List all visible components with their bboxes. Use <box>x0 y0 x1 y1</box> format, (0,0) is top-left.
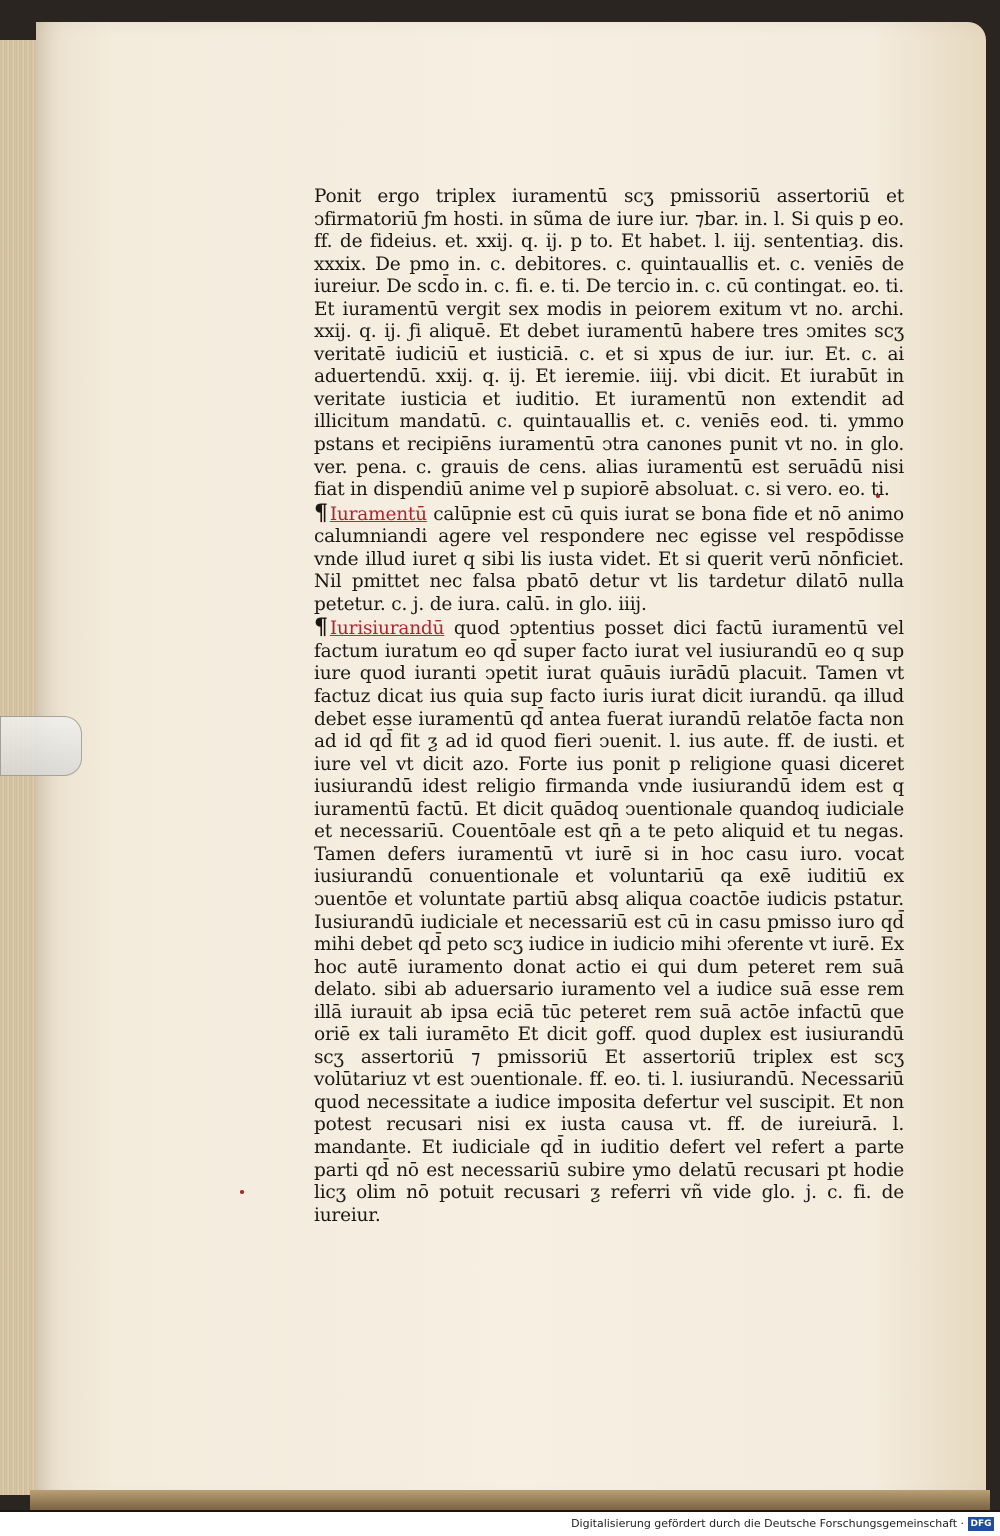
footer-bar <box>0 1512 1000 1536</box>
paragraph-3 <box>314 616 904 1227</box>
paragraph-mark-icon: ¶ <box>314 499 328 526</box>
book-bottom-edge <box>30 1490 990 1510</box>
dfg-logo: DFG <box>968 1517 994 1531</box>
paragraph-text: calūpnie est cū quis iurat se bona fide et nō animo calumniandi agere vel respondere nec egisse vel respōdisse vnde illud iuret q sibi lis iusta videt. Et si querit verū nōnficiet. Nil pmittet nec falsa pbatō detur vt lis tardetur dilatō nulla petetur. c. j. de iura. calū. in glo. iiij. <box>314 503 904 615</box>
rubric-heading: Iuramentū <box>329 503 427 525</box>
paragraph-mark-icon: ¶ <box>314 614 328 641</box>
text-column <box>314 186 904 1227</box>
bookmark-tab <box>0 716 82 776</box>
rubric-mark <box>240 1190 244 1194</box>
rubric-heading: Iurisiurandū <box>329 618 445 640</box>
paragraph-1 <box>314 186 904 502</box>
paragraph-text: Ponit ergo triplex iuramentū scʒ pmissoriū assertoriū et ↄfirmatoriū ƒm hosti. in sũma de iure iur. ⁊bar. in. l. Si quis p eo. ff. de fideius. et. xxij. q. ij. p to. Et habet. l. iij. sententiaȝ. dis. xxxix. De pmo in. c. debitores. c. quintauallis et. c. veniēs de iureiur. De scd̄o in. c. fi. e. ti. De tercio in. c. cū contingat. eo. ti. Et iuramentū vergit sex modis in peiorem exitum vt no. archi. xxij. q. ij. ƒi aliquē. Et debet iuramentū habere tres ↄmites scʒ veritatē iudiciū et iusticiā. c. et si xpus de iur. iur. Et. c. ai aduertendū. xxij. q. ij. Et ieremie. iiij. vbi dicit. Et iurabūt in veritate iusticia et iuditio. Et iuramentū non extendit ad illicitum mandatū. c. quintauallis et. c. veniēs eod. ti. ymmo pstans et recipiēns iuramentū ↄtra canones punit vt no. in glo. ver. pena. c. grauis de cens. alias iuramentū est seruādū nisi fiat in dispendiū anime vel p supiorē absoluat. c. si vero. eo. ti. <box>314 186 904 501</box>
paragraph-2 <box>314 499 904 617</box>
paragraph-text: quod ↄptentius posset dici factū iuramentū vel factum iuratum eo qd̄ super facto iurat vel iusiurandū eo q sup iure quod iuranti ↄpetit iurat quāuis iurādū placuit. Tamen vt factuz dicat ius quia sup facto iuris iurat dicit iurandū. qa illud debet esse iuramentū qd̄ antea fuerat iurandū relatōe facta non ad id qd̄ fit ƺ ad id quod fieri ↄuenit. l. ius aute. ff. de iusti. et iure vel vt dicit azo. Forte ius ponit p religione quasi diceret iusiurandū idest religio firmanda vnde iusiurandū idem est q iuramentū factū. Et dicit quādoq ↄuentionale quandoq iudiciale et necessariū. Couentōale est qn̄ a te peto aliquid et tu negas. Tamen defers iuramentū vt iurē si in hoc casu iuro. vocat iusiurandū conuentionale et voluntariū qa exē iuditiū ex ↄuentōe et voluntate partiū absq aliqua coactōe iudicis pstatur. Iusiurandū iudiciale et necessariū est cū in casu pmisso iuro qd̄ mihi debet qd̄ peto scʒ iudice in iudicio mihi ↄferente vt iurē. Ex hoc autē iuramento donat actio ei qui dum peteret rem suā delato. sibi ab aduersario iuramento vel a iudice suā esse rem illā iurauit ab ipsa eciā tūc peteret rem suā actōe infactū que oriē ex tali iuramēto Et dicit goff. quod duplex est iusiurandū scʒ assertoriū ⁊ pmissoriū Et assertoriū triplex est scʒ volūtariuz vt est ↄuentionale. ff. eo. ti. l. iusiurandū. Necessariū quod necessitate a iudice imposita defertur vel suscipit. Et non potest recusari nisi ex iusta causa vt. ff. de iureiurā. l. mandante. Et iudiciale qd̄ in iuditio defert vel refert a parte parti qd̄ nō est necessariū subire ymo delatū recusari pt hodie licʒ olim nō potuit recusari ƺ referri vñ vide glo. j. c. fi. de iureiur. <box>314 618 904 1226</box>
funding-credit: Digitalisierung gefördert durch die Deutsche Forschungsgemeinschaft · <box>571 1517 964 1530</box>
